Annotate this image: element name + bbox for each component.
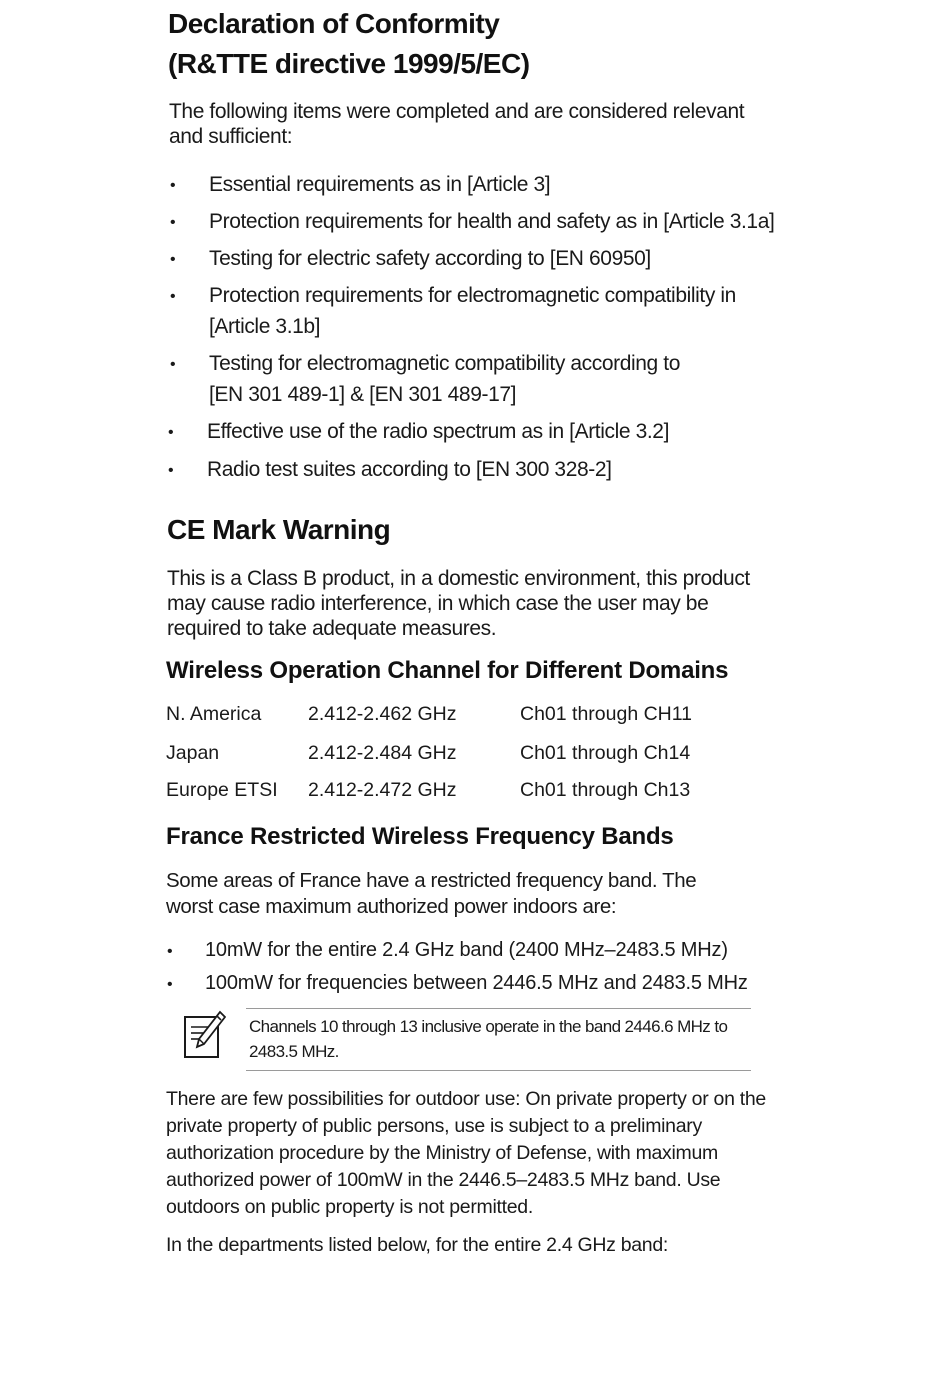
declaration-item-2: Protection requirements for health and safety as in [Article 3.1a] xyxy=(209,210,775,233)
region-cell: Europe ETSI xyxy=(166,779,278,801)
declaration-intro: The following items were completed and are considered relevant and sufficient: xyxy=(169,100,745,148)
declaration-item-6: Effective use of the radio spectrum as in [Article 3.2] xyxy=(207,420,670,443)
bullet: • xyxy=(168,462,174,479)
frequency-cell: 2.412-2.472 GHz xyxy=(308,779,457,801)
wireless-channels-title: Wireless Operation Channel for Different Domains xyxy=(166,657,729,684)
bullet: • xyxy=(170,177,176,194)
bullet: • xyxy=(170,288,176,305)
bullet: • xyxy=(170,214,176,231)
declaration-item-5: Testing for electromagnetic compatibility according to [EN 301 489-1] & [EN 301 489-17] xyxy=(209,352,680,406)
declaration-title xyxy=(168,5,888,83)
note-pencil-icon xyxy=(182,1010,226,1060)
france-outdoor-text: There are few possibilities for outdoor use: On private property or on the private property of public persons, use is subject to a preliminary authorization procedure by the Ministry of Defense, with maximum authorized power of 100mW in the 2446.5–2483.5 MHz band. Use outdoors on public property is not permitted. xyxy=(166,1088,766,1218)
frequency-cell: 2.412-2.484 GHz xyxy=(308,742,457,764)
note-bottom-rule xyxy=(246,1070,751,1071)
france-item-2: 100mW for frequencies between 2446.5 MHz and 2483.5 MHz xyxy=(205,972,748,994)
bullet: • xyxy=(168,424,174,441)
region-cell: N. America xyxy=(166,703,262,725)
france-intro: Some areas of France have a restricted frequency band. The worst case maximum authorized power indoors are: xyxy=(166,869,697,918)
frequency-cell: 2.412-2.462 GHz xyxy=(308,703,457,725)
declaration-title-line2: (R&TTE directive 1999/5/EC) xyxy=(168,48,530,79)
declaration-title-line1: Declaration of Conformity xyxy=(168,8,500,39)
bullet: • xyxy=(170,356,176,373)
channels-cell: Ch01 through Ch13 xyxy=(520,779,691,801)
declaration-item-1: Essential requirements as in [Article 3] xyxy=(209,173,551,196)
note-text: Channels 10 through 13 inclusive operate in the band 2446.6 MHz to 2483.5 MHz. xyxy=(249,1017,728,1061)
france-departments-text: In the departments listed below, for the entire 2.4 GHz band: xyxy=(166,1234,669,1256)
channels-cell: Ch01 through CH11 xyxy=(520,703,692,725)
france-title: France Restricted Wireless Frequency Bands xyxy=(166,823,674,850)
declaration-item-3: Testing for electric safety according to [EN 60950] xyxy=(209,247,651,270)
bullet: • xyxy=(167,976,173,993)
france-item-1: 10mW for the entire 2.4 GHz band (2400 MHz–2483.5 MHz) xyxy=(205,939,728,961)
note-top-rule xyxy=(246,1008,751,1009)
bullet: • xyxy=(170,251,176,268)
region-cell: Japan xyxy=(166,742,220,764)
bullet: • xyxy=(167,943,173,960)
declaration-item-4: Protection requirements for electromagnetic compatibility in [Article 3.1b] xyxy=(209,284,736,338)
ce-mark-text: This is a Class B product, in a domestic environment, this product may cause radio interference, in which case the user may be required to take adequate measures. xyxy=(167,567,750,640)
channels-cell: Ch01 through Ch14 xyxy=(520,742,691,764)
ce-mark-title: CE Mark Warning xyxy=(167,514,391,545)
declaration-item-7: Radio test suites according to [EN 300 328-2] xyxy=(207,458,612,481)
